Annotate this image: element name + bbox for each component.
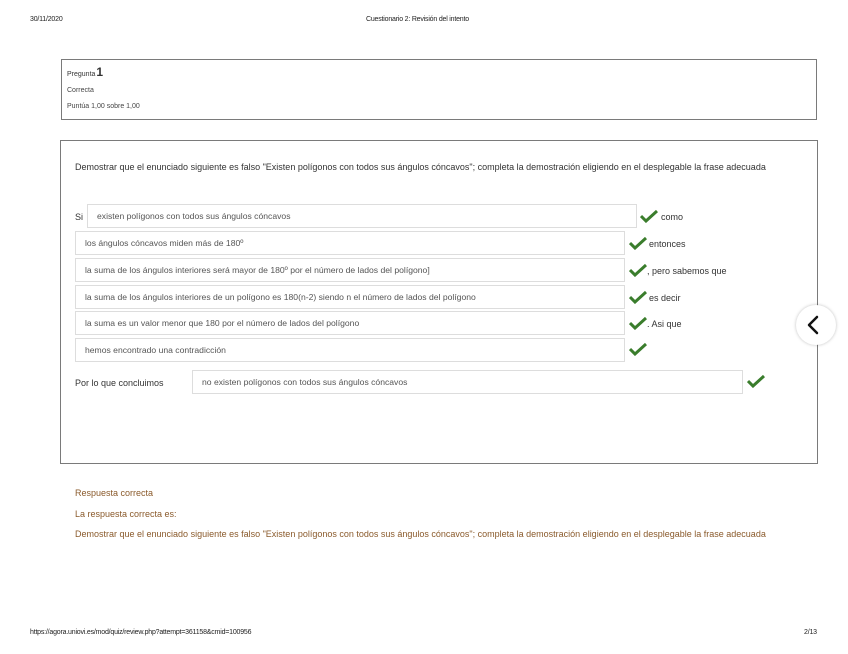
question-state: Correcta <box>67 87 94 94</box>
question-text: Demostrar que el enunciado siguiente es falso "Existen polígonos con todos sus ángulos cóncavos"; completa la demostración eligiendo en el desplegable la frase adecuada <box>75 162 766 172</box>
connector-3: , pero sabemos que <box>647 266 727 276</box>
question-number <box>67 65 103 79</box>
feedback-correct: Respuesta correcta <box>75 488 154 498</box>
page-number: 2/13 <box>804 629 817 636</box>
check-icon <box>629 342 647 356</box>
prev-page-button[interactable] <box>796 305 836 345</box>
si-label: Si <box>75 212 84 222</box>
answer-select-6[interactable]: hemos encontrado una contradicción <box>75 338 625 362</box>
question-info <box>61 59 817 120</box>
answer-select-2[interactable]: los ángulos cóncavos miden más de 180º <box>75 231 625 255</box>
check-icon <box>640 209 658 223</box>
connector-1: como <box>661 212 684 222</box>
check-icon <box>629 290 647 304</box>
conclusion-select[interactable]: no existen polígonos con todos sus ángulos cóncavos <box>192 370 743 394</box>
feedback-answer-label: La respuesta correcta es: <box>75 509 177 519</box>
feedback-answer-text: Demostrar que el enunciado siguiente es falso "Existen polígonos con todos sus ángulos cóncavos"; completa la demostración eligiendo en el desplegable la frase adecuada <box>75 529 766 539</box>
connector-5: . Asi que <box>647 319 682 329</box>
question-grade: Puntúa 1,00 sobre 1,00 <box>67 103 140 110</box>
answer-select-4[interactable]: la suma de los ángulos interiores de un polígono es 180(n-2) siendo n el número de lados del polígono <box>75 285 625 309</box>
print-title: Cuestionario 2: Revisión del intento <box>366 16 469 23</box>
answer-select-5[interactable]: la suma es un valor menor que 180 por el número de lados del polígono <box>75 311 625 335</box>
footer-url: https://agora.uniovi.es/mod/quiz/review.php?attempt=361158&cmid=100956 <box>30 629 252 636</box>
answer-select-3[interactable]: la suma de los ángulos interiores será mayor de 180º por el número de lados del polígono] <box>75 258 625 282</box>
question-label: Pregunta <box>67 71 96 78</box>
print-date: 30/11/2020 <box>30 16 63 23</box>
chevron-left-icon <box>796 305 836 345</box>
check-icon <box>629 263 647 277</box>
connector-4: es decir <box>649 293 681 303</box>
check-icon <box>747 374 765 388</box>
check-icon <box>629 236 647 250</box>
question-num: 1 <box>96 65 104 79</box>
answer-select-1[interactable]: existen polígonos con todos sus ángulos cóncavos <box>87 204 637 228</box>
connector-2: entonces <box>649 239 686 249</box>
check-icon <box>629 316 647 330</box>
conclusion-label: Por lo que concluimos <box>75 378 164 388</box>
